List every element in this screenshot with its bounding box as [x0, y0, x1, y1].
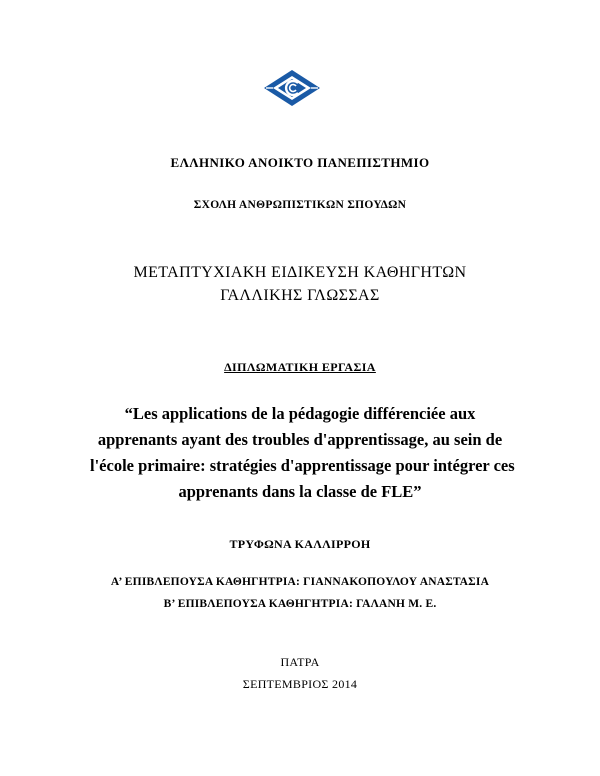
- school-name: ΣΧΟΛΗ ΑΝΘΡΩΠΙΣΤΙΚΩΝ ΣΠΟΥΔΩΝ: [193, 199, 407, 211]
- city: ΠΑΤΡΑ: [280, 655, 320, 669]
- program-line-1: ΜΕΤΑΠΤΥΧΙΑΚΗ ΕΙΔΙΚΕΥΣΗ ΚΑΘΗΓΗΤΩΝ: [133, 264, 467, 281]
- thesis-type-heading: ΔΙΠΛΩΜΑΤΙΚΗ ΕΡΓΑΣΙΑ: [224, 360, 376, 374]
- thesis-title-line: apprenants dans la classe de FLE”: [178, 482, 422, 501]
- thesis-title-line: l'école primaire: stratégies d'apprentissage pour intégrer ces: [90, 456, 515, 475]
- author-name: ΤΡΥΦΩΝΑ ΚΑΛΛΙΡΡΟΗ: [229, 537, 371, 551]
- university-emblem-icon: [262, 68, 322, 108]
- second-supervisor: Β’ ΕΠΙΒΛΕΠΟΥΣΑ ΚΑΘΗΓΗΤΡΙΑ: ΓΑΛΑΝΗ Μ. Ε.: [163, 598, 437, 610]
- first-supervisor: Α’ ΕΠΙΒΛΕΠΟΥΣΑ ΚΑΘΗΓΗΤΡΙΑ: ΓΙΑΝΝΑΚΟΠΟΥΛΟΥ ΑΝΑΣΤΑΣΙΑ: [110, 576, 490, 588]
- thesis-title: [90, 401, 515, 505]
- thesis-title-line: “Les applications de la pédagogie différenciée aux: [124, 404, 476, 423]
- thesis-title-line: apprenants ayant des troubles d'apprentissage, au sein de: [97, 430, 503, 449]
- date: ΣΕΠΤΕΜΒΡΙΟΣ 2014: [242, 677, 358, 691]
- university-name: ΕΛΛΗΝΙΚΟ ΑΝΟΙΚΤΟ ΠΑΝΕΠΙΣΤΗΜΙΟ: [170, 155, 430, 170]
- program-line-2: ΓΑΛΛΙΚΗΣ ΓΛΩΣΣΑΣ: [220, 287, 380, 304]
